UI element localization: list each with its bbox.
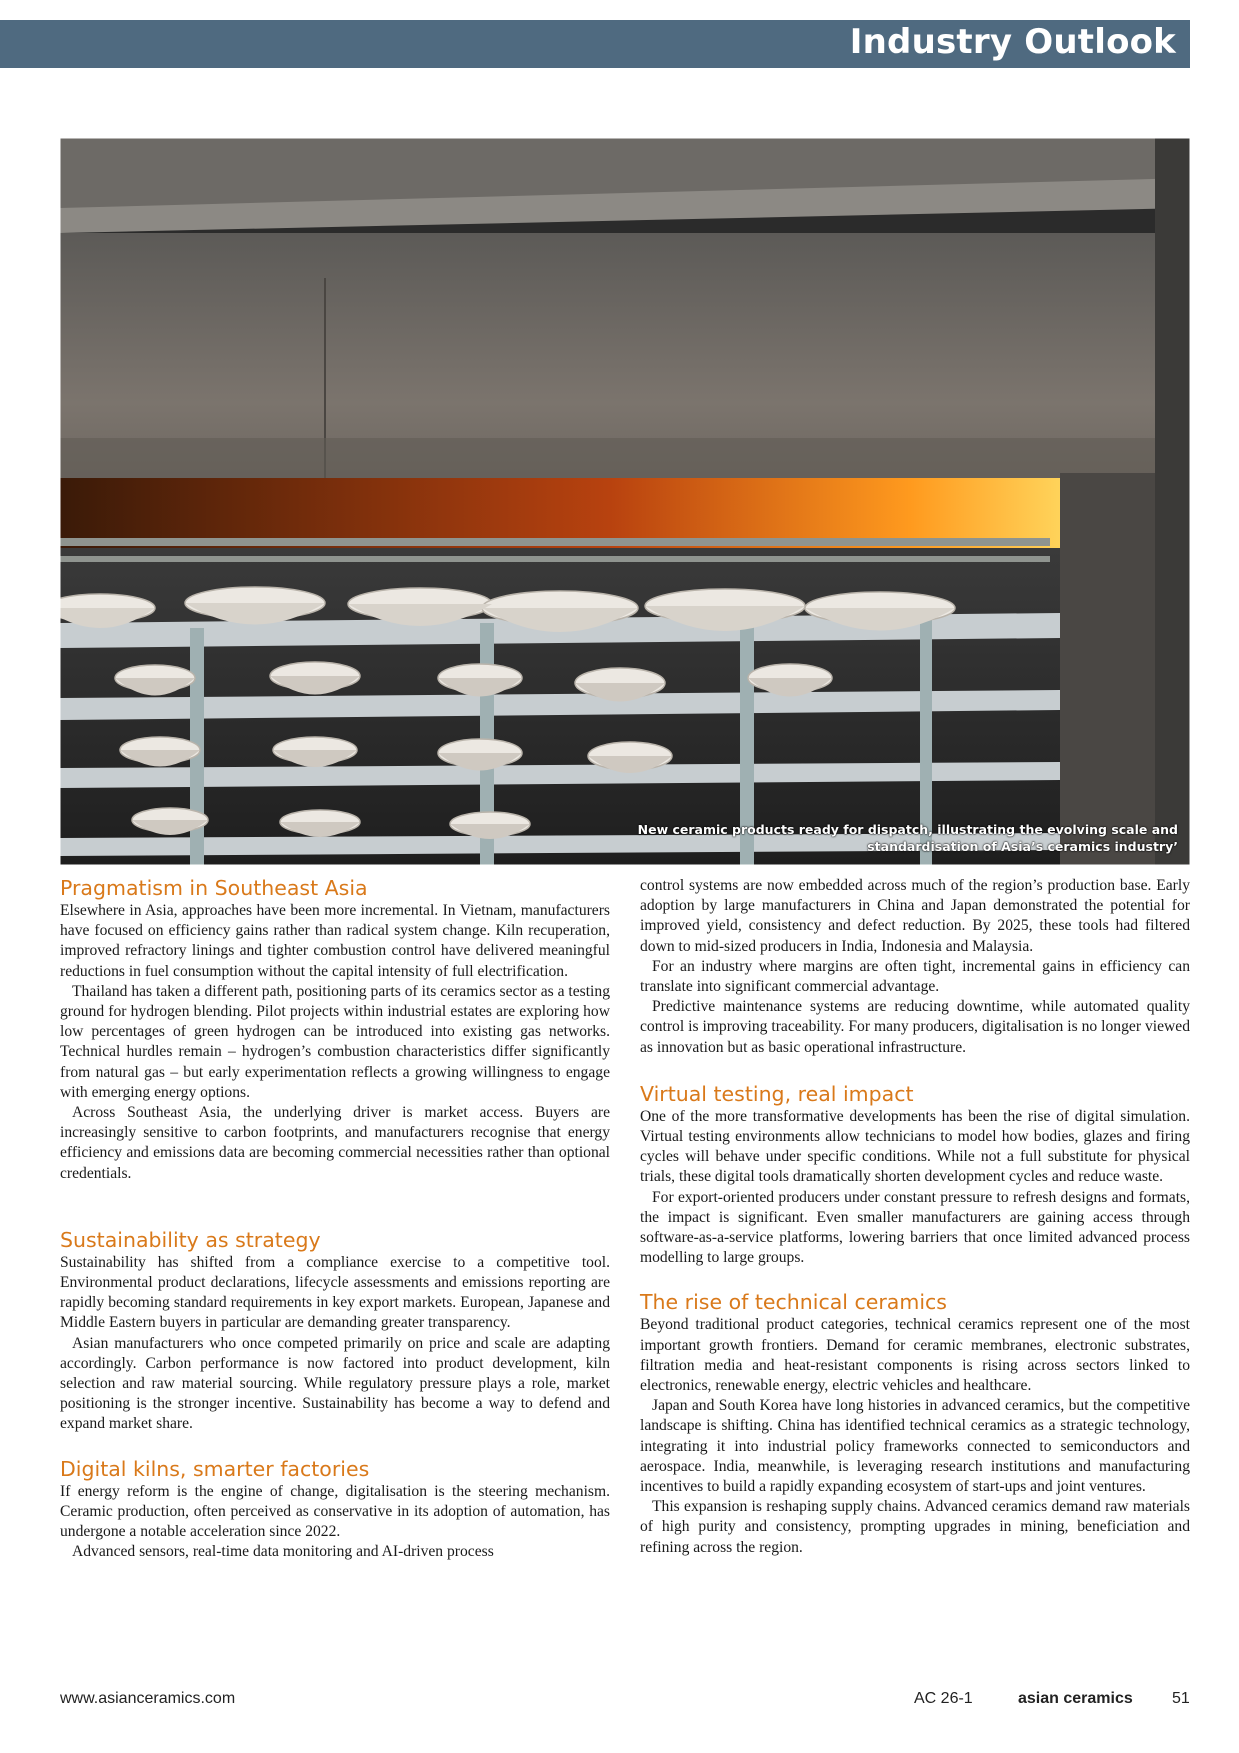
footer-website[interactable]: www.asianceramics.com (60, 1690, 236, 1707)
paragraph: Sustainability has shifted from a compliance exercise to a competitive tool. Environmental product declarations, lifecycle assessments and emissions reporting are rapidly becoming standard requirements in key export markets. European, Japanese and Middle Eastern buyers in particular are demanding greater transparency. (60, 1253, 610, 1332)
heading-sustainability: Sustainability as strategy (60, 1227, 321, 1252)
paragraph: Asian manufacturers who once competed primarily on price and scale are adapting accordingly. Carbon performance is now factored into product development, kiln selection and raw material sourcing. While regulatory pressure plays a role, market positioning is the stronger incentive. Sustainability has become a way to defend and expand market share. (60, 1334, 610, 1433)
paragraph: For export-oriented producers under constant pressure to refresh designs and formats, the impact is significant. Even smaller manufacturers are gaining access through software-as-a-service platforms, lowering barriers that once limited advanced process modelling to large groups. (640, 1188, 1190, 1267)
section-banner (0, 20, 1190, 68)
paragraph: One of the more transformative developments has been the rise of digital simulation. Virtual testing environments allow technicians to model how bodies, glazes and firing cycles will behave under specific conditions. While not a full substitute for physical trials, these digital tools dramatically shorten development cycles and reduce waste. (640, 1107, 1190, 1186)
footer-page-number: 51 (1172, 1690, 1190, 1707)
section-title: Industry Outlook (849, 22, 1176, 62)
photo-caption (618, 821, 1178, 855)
paragraph: For an industry where margins are often tight, incremental gains in efficiency can translate into significant commercial advantage. (640, 957, 1190, 996)
caption-line-1: New ceramic products ready for dispatch, illustrating the evolving scale and (637, 822, 1178, 837)
heading-pragmatism: Pragmatism in Southeast Asia (60, 876, 368, 900)
paragraph: This expansion is reshaping supply chains. Advanced ceramics demand raw materials of high purity and consistency, prompting upgrades in mining, beneficiation and refining across the region. (640, 1498, 1190, 1556)
caption-line-2: standardisation of Asia’s ceramics industry’ (867, 839, 1178, 854)
paragraph: If energy reform is the engine of change, digitalisation is the steering mechanism. Ceramic production, often perceived as conservative in its adoption of automation, has undergone a notable acceleration since 2022. (60, 1482, 610, 1541)
paragraph: Across Southeast Asia, the underlying driver is market access. Buyers are increasingly sensitive to carbon footprints, and manufacturers recognise that energy efficiency and emissions data are becoming commercial necessities rather than optional credentials. (60, 1104, 610, 1182)
paragraph: Elsewhere in Asia, approaches have been more incremental. In Vietnam, manufacturers have focused on efficiency gains rather than radical system change. Kiln recuperation, improved refractory linings and tighter combustion control have delivered meaningful reductions in fuel consumption without the capital intensity of full electrification. (60, 902, 610, 980)
paragraph: Japan and South Korea have long histories in advanced ceramics, but the competitive landscape is shifting. China has identified technical ceramics as a strategic technology, integrating it into industrial policy frameworks connected to semiconductors and aerospace. India, meanwhile, is leveraging research institutions and manufacturing incentives to build a rapidly expanding ecosystem of start-ups and joint ventures. (640, 1397, 1190, 1496)
right-column (640, 876, 1190, 1558)
paragraph: Beyond traditional product categories, technical ceramics represent one of the most important growth frontiers. Demand for ceramic membranes, electronic substrates, filtration media and heat-resistant components is rising across sectors linked to electronics, renewable energy, electric vehicles and healthcare. (640, 1316, 1190, 1395)
paragraph: Predictive maintenance systems are reducing downtime, while automated quality control is improving traceability. For many producers, digitalisation is no longer viewed as innovation but as basic operational infrastructure. (640, 998, 1190, 1056)
heading-technical-ceramics: The rise of technical ceramics (640, 1290, 947, 1315)
heading-virtual-testing: Virtual testing, real impact (640, 1081, 914, 1106)
heading-digital-kilns: Digital kilns, smarter factories (60, 1456, 370, 1481)
footer-issue: AC 26-1 (914, 1690, 973, 1707)
left-column (60, 876, 610, 1562)
footer-publication: asian ceramics (1018, 1690, 1133, 1707)
paragraph: Advanced sensors, real-time data monitoring and AI-driven process (72, 1543, 494, 1561)
paragraph: Thailand has taken a different path, positioning parts of its ceramics sector as a testing ground for hydrogen blending. Pilot projects within industrial estates are exploring how low percentages of green hydrogen can be introduced into existing gas networks. Technical hurdles remain – hydrogen’s combustion characteristics differ significantly from natural gas – but early experimentation reflects a growing willingness to engage with emerging energy options. (60, 982, 610, 1101)
paragraph: control systems are now embedded across much of the region’s production base. Early adoption by large manufacturers in China and Japan demonstrated the potential for improved yield, consistency and defect reduction. By 2025, these tools had filtered down to mid-sized producers in India, Indonesia and Malaysia. (640, 877, 1190, 955)
kiln-photo (60, 138, 1190, 865)
